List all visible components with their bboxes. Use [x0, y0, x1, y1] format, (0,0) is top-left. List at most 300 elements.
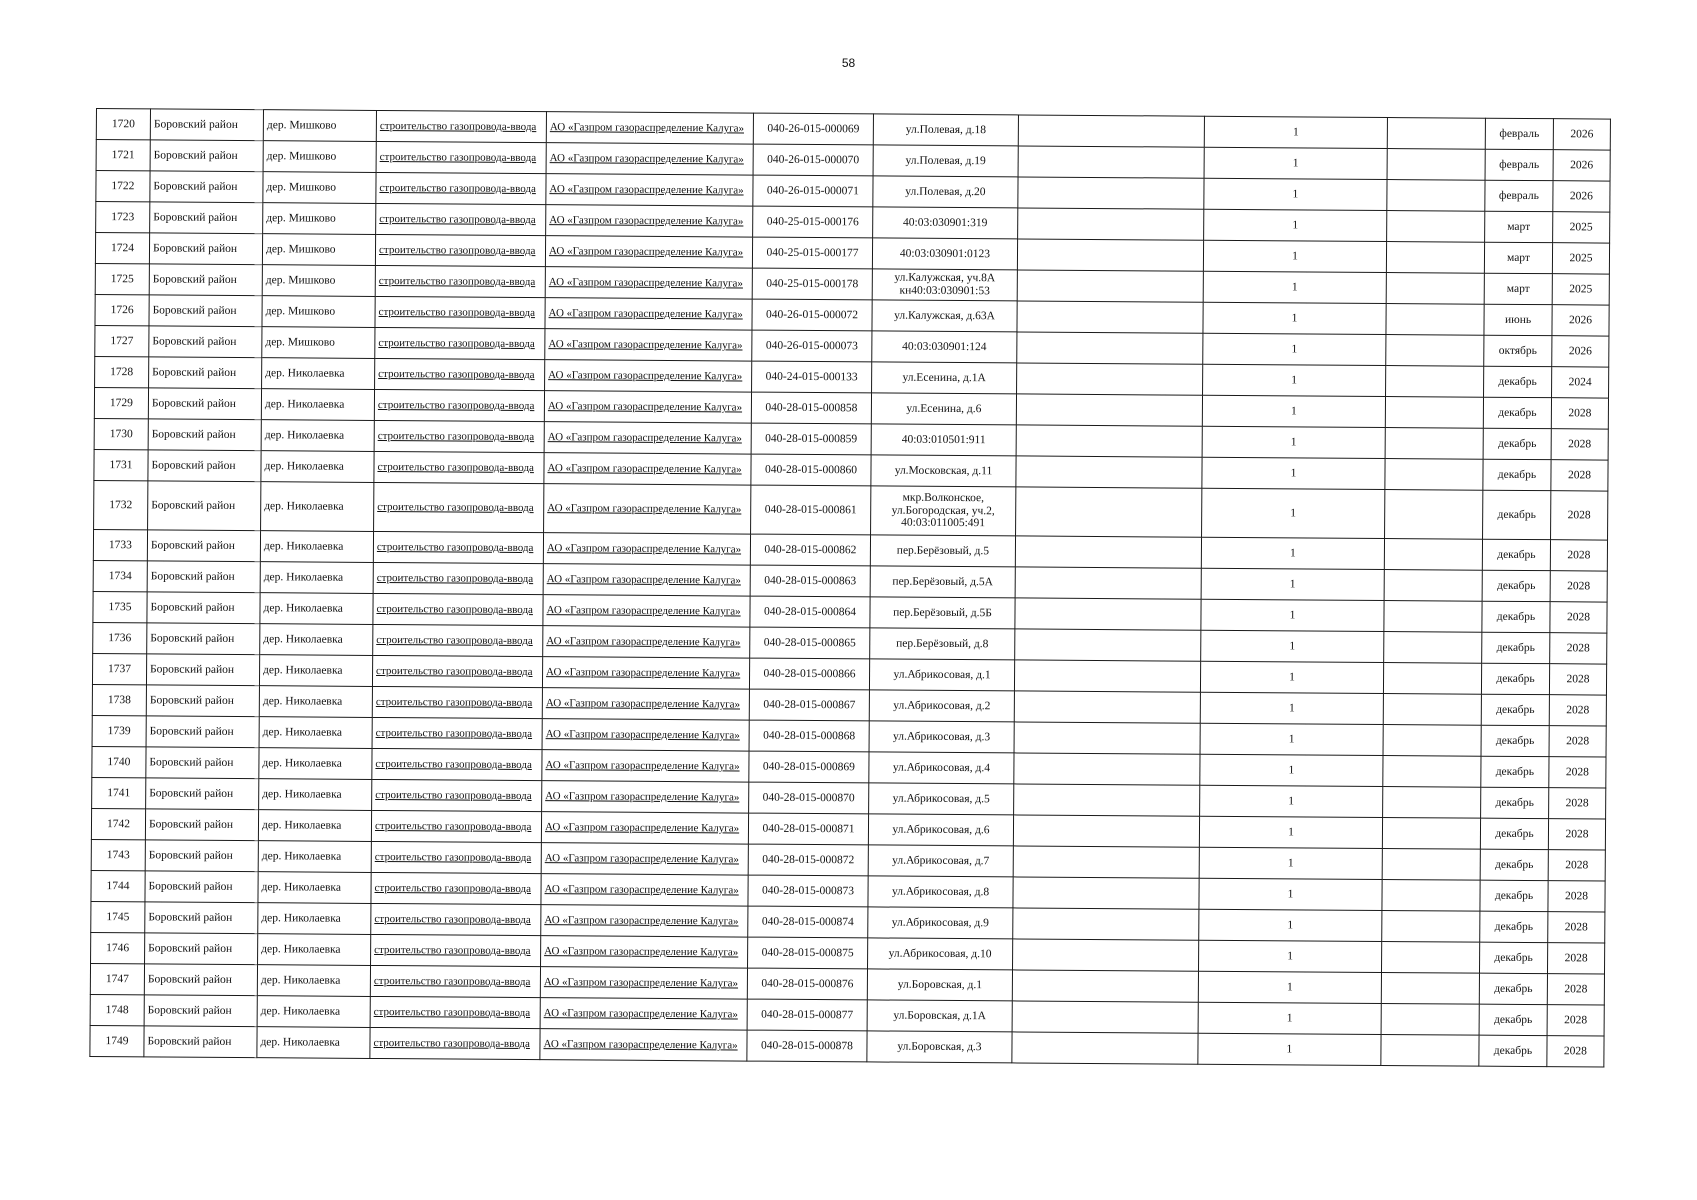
empty-cell — [1015, 567, 1201, 599]
row-number-cell: 1727 — [95, 325, 149, 356]
organization-cell: АО «Газпром газораспределение Калуга» — [546, 143, 753, 175]
quantity-cell: 1 — [1203, 364, 1386, 396]
work-type-cell: строительство газопровода-ввода — [371, 810, 541, 842]
empty-cell — [1012, 1032, 1198, 1064]
registry-code-cell: 040-28-015-000866 — [749, 658, 869, 690]
empty-cell — [1018, 177, 1204, 209]
village-cell: дер. Николаевка — [260, 562, 373, 594]
empty-cell — [1017, 301, 1203, 333]
empty-cell — [1018, 146, 1204, 178]
registry-code-cell: 040-28-015-000860 — [751, 454, 871, 486]
year-cell: 2028 — [1549, 695, 1606, 726]
quantity-cell: 1 — [1199, 878, 1382, 910]
organization-cell: АО «Газпром газораспределение Калуга» — [546, 174, 753, 206]
empty-cell — [1383, 787, 1481, 819]
district-cell: Боровский район — [150, 140, 263, 172]
empty-cell — [1014, 691, 1200, 723]
work-type-cell: строительство газопровода-ввода — [372, 655, 542, 687]
work-type-cell: строительство газопровода-ввода — [375, 358, 545, 390]
month-cell: декабрь — [1483, 428, 1551, 459]
district-cell: Боровский район — [145, 840, 258, 872]
organization-cell: АО «Газпром газораспределение Калуга» — [546, 205, 753, 237]
registry-code-cell: 040-28-015-000878 — [747, 1030, 867, 1062]
year-cell: 2026 — [1553, 181, 1610, 212]
month-cell: декабрь — [1482, 632, 1550, 663]
organization-cell: АО «Газпром газораспределение Калуга» — [545, 360, 752, 392]
empty-cell — [1013, 846, 1199, 878]
village-cell: дер. Николаевка — [257, 1027, 370, 1059]
work-type-cell: строительство газопровода-ввода — [370, 1027, 540, 1059]
district-cell: Боровский район — [145, 871, 258, 903]
address-cell: ул.Полевая, д.20 — [873, 176, 1018, 208]
row-number-cell: 1721 — [96, 140, 150, 171]
quantity-cell: 1 — [1203, 271, 1386, 303]
quantity-cell: 1 — [1198, 1002, 1381, 1034]
work-type-cell: строительство газопровода-ввода — [371, 841, 541, 873]
district-cell: Боровский район — [148, 450, 261, 482]
empty-cell — [1386, 304, 1484, 336]
registry-code-cell: 040-28-015-000871 — [748, 813, 868, 845]
row-number-cell: 1742 — [91, 808, 145, 839]
village-cell: дер. Николаевка — [258, 841, 371, 873]
work-type-cell: строительство газопровода-ввода — [373, 593, 543, 625]
work-type-cell: строительство газопровода-ввода — [373, 562, 543, 594]
empty-cell — [1017, 363, 1203, 395]
village-cell: дер. Николаевка — [259, 748, 372, 780]
district-cell: Боровский район — [150, 109, 263, 141]
work-type-cell: строительство газопровода-ввода — [372, 686, 542, 718]
organization-cell: АО «Газпром газораспределение Калуга» — [545, 298, 752, 330]
work-type-cell: строительство газопровода-ввода — [372, 717, 542, 749]
month-cell: декабрь — [1481, 663, 1549, 694]
year-cell: 2028 — [1547, 1005, 1604, 1036]
month-cell: декабрь — [1479, 973, 1547, 1004]
village-cell: дер. Мишково — [262, 327, 375, 359]
district-cell: Боровский район — [149, 233, 262, 265]
address-cell: мкр.Волконское, ул.Богородская, уч.2, 40:03:011005:491 — [871, 486, 1016, 536]
district-cell: Боровский район — [149, 295, 262, 327]
village-cell: дер. Николаевка — [260, 531, 373, 563]
empty-cell — [1387, 149, 1485, 181]
year-cell: 2028 — [1551, 398, 1608, 429]
address-cell: 40:03:030901:124 — [872, 331, 1017, 363]
village-cell: дер. Николаевка — [258, 934, 371, 966]
work-type-cell: строительство газопровода-ввода — [372, 779, 542, 811]
address-cell: ул.Боровская, д.1А — [867, 1000, 1012, 1032]
empty-cell — [1381, 972, 1479, 1004]
quantity-cell: 1 — [1200, 785, 1383, 817]
work-type-cell: строительство газопровода-ввода — [375, 234, 545, 266]
registry-code-cell: 040-28-015-000872 — [748, 844, 868, 876]
address-cell: ул.Абрикосовая, д.1 — [869, 659, 1014, 691]
quantity-cell: 1 — [1202, 488, 1385, 538]
row-number-cell: 1740 — [92, 746, 146, 777]
district-cell: Боровский район — [148, 419, 261, 451]
work-type-cell: строительство газопровода-ввода — [371, 934, 541, 966]
month-cell: декабрь — [1479, 942, 1547, 973]
empty-cell — [1016, 394, 1202, 426]
empty-cell — [1387, 211, 1485, 243]
organization-cell: АО «Газпром газораспределение Калуга» — [540, 967, 747, 999]
month-cell: март — [1485, 211, 1553, 242]
row-number-cell: 1733 — [93, 529, 147, 560]
row-number-cell: 1744 — [91, 870, 145, 901]
month-cell: декабрь — [1482, 601, 1550, 632]
year-cell: 2025 — [1553, 212, 1610, 243]
empty-cell — [1385, 490, 1483, 540]
month-cell: февраль — [1485, 180, 1553, 211]
empty-cell — [1383, 663, 1481, 695]
quantity-cell: 1 — [1199, 909, 1382, 941]
district-cell: Боровский район — [150, 171, 263, 203]
year-cell: 2028 — [1551, 429, 1608, 460]
empty-cell — [1013, 939, 1199, 971]
empty-cell — [1383, 756, 1481, 788]
work-type-cell: строительство газопровода-ввода — [371, 872, 541, 904]
district-cell: Боровский район — [146, 685, 259, 717]
empty-cell — [1384, 539, 1482, 571]
address-cell: ул.Московская, д.11 — [871, 455, 1016, 487]
work-type-cell: строительство газопровода-ввода — [374, 389, 544, 421]
empty-cell — [1384, 601, 1482, 633]
quantity-cell: 1 — [1199, 816, 1382, 848]
empty-cell — [1382, 817, 1480, 849]
address-cell: ул.Абрикосовая, д.2 — [869, 690, 1014, 722]
quantity-cell: 1 — [1199, 940, 1382, 972]
empty-cell — [1015, 629, 1201, 661]
address-cell: ул.Есенина, д.6 — [871, 393, 1016, 425]
year-cell: 2028 — [1547, 943, 1604, 974]
organization-cell: АО «Газпром газораспределение Калуга» — [542, 657, 749, 689]
empty-cell — [1381, 1034, 1479, 1066]
row-number-cell: 1748 — [90, 994, 144, 1025]
quantity-cell: 1 — [1202, 395, 1385, 427]
empty-cell — [1384, 632, 1482, 664]
address-cell: ул.Боровская, д.1 — [867, 969, 1012, 1001]
empty-cell — [1382, 848, 1480, 880]
registry-code-cell: 040-26-015-000073 — [752, 330, 872, 362]
quantity-cell: 1 — [1200, 754, 1383, 786]
year-cell: 2025 — [1552, 243, 1609, 274]
year-cell: 2028 — [1548, 912, 1605, 943]
year-cell: 2026 — [1553, 150, 1610, 181]
empty-cell — [1385, 397, 1483, 429]
registry-body — [90, 109, 1611, 1068]
address-cell: пер.Берёзовый, д.5А — [870, 566, 1015, 598]
village-cell: дер. Николаевка — [261, 482, 374, 532]
empty-cell — [1013, 908, 1199, 940]
work-type-cell: строительство газопровода-ввода — [376, 203, 546, 235]
quantity-cell: 1 — [1202, 457, 1385, 489]
month-cell: июнь — [1484, 304, 1552, 335]
organization-cell: АО «Газпром газораспределение Калуга» — [541, 936, 748, 968]
month-cell: декабрь — [1483, 397, 1551, 428]
month-cell: декабрь — [1480, 880, 1548, 911]
district-cell: Боровский район — [149, 264, 262, 296]
month-cell: декабрь — [1481, 725, 1549, 756]
empty-cell — [1387, 118, 1485, 150]
village-cell: дер. Николаевка — [262, 358, 375, 390]
address-cell: ул.Абрикосовая, д.5 — [869, 783, 1014, 815]
registry-code-cell: 040-28-015-000877 — [747, 999, 867, 1031]
registry-code-cell: 040-25-015-000176 — [753, 206, 873, 238]
year-cell: 2028 — [1550, 571, 1607, 602]
village-cell: дер. Николаевка — [261, 451, 374, 483]
year-cell: 2028 — [1548, 850, 1605, 881]
empty-cell — [1385, 459, 1483, 491]
organization-cell: АО «Газпром газораспределение Калуга» — [541, 874, 748, 906]
district-cell: Боровский район — [145, 902, 258, 934]
year-cell: 2028 — [1549, 757, 1606, 788]
empty-cell — [1016, 456, 1202, 488]
district-cell: Боровский район — [149, 326, 262, 358]
quantity-cell: 1 — [1204, 178, 1387, 210]
quantity-cell: 1 — [1201, 599, 1384, 631]
empty-cell — [1013, 877, 1199, 909]
row-number-cell: 1724 — [95, 233, 149, 264]
row-number-cell: 1722 — [96, 171, 150, 202]
month-cell: март — [1484, 273, 1552, 304]
year-cell: 2028 — [1551, 460, 1608, 491]
registry-code-cell: 040-28-015-000865 — [750, 627, 870, 659]
year-cell: 2026 — [1552, 305, 1609, 336]
month-cell: декабрь — [1482, 539, 1550, 570]
year-cell: 2026 — [1552, 336, 1609, 367]
village-cell: дер. Мишково — [263, 203, 376, 235]
address-cell: ул.Есенина, д.1А — [872, 362, 1017, 394]
quantity-cell: 1 — [1204, 147, 1387, 179]
year-cell: 2028 — [1550, 633, 1607, 664]
registry-code-cell: 040-25-015-000178 — [752, 268, 872, 300]
organization-cell: АО «Газпром газораспределение Калуга» — [542, 719, 749, 751]
address-cell: ул.Абрикосовая, д.10 — [868, 938, 1013, 970]
month-cell: декабрь — [1483, 490, 1551, 539]
registry-code-cell: 040-28-015-000862 — [750, 534, 870, 566]
year-cell: 2024 — [1552, 367, 1609, 398]
village-cell: дер. Мишково — [263, 141, 376, 173]
row-number-cell: 1725 — [95, 263, 149, 294]
row-number-cell: 1735 — [93, 591, 147, 622]
year-cell: 2028 — [1550, 602, 1607, 633]
address-cell: ул.Абрикосовая, д.4 — [869, 752, 1014, 784]
village-cell: дер. Николаевка — [260, 593, 373, 625]
row-number-cell: 1743 — [91, 839, 145, 870]
empty-cell — [1014, 753, 1200, 785]
district-cell: Боровский район — [144, 964, 257, 996]
work-type-cell: строительство газопровода-ввода — [375, 296, 545, 328]
month-cell: декабрь — [1483, 459, 1551, 490]
month-cell: декабрь — [1479, 1004, 1547, 1035]
empty-cell — [1381, 941, 1479, 973]
row-number-cell: 1737 — [92, 653, 146, 684]
registry-code-cell: 040-26-015-000069 — [753, 113, 873, 145]
address-cell: пер.Берёзовый, д.5Б — [870, 597, 1015, 629]
year-cell: 2028 — [1549, 788, 1606, 819]
organization-cell: АО «Газпром газораспределение Калуга» — [543, 626, 750, 658]
quantity-cell: 1 — [1200, 661, 1383, 693]
address-cell: 40:03:010501:911 — [871, 424, 1016, 456]
quantity-cell: 1 — [1203, 302, 1386, 334]
year-cell: 2028 — [1548, 881, 1605, 912]
district-cell: Боровский район — [147, 561, 260, 593]
row-number-cell: 1723 — [96, 202, 150, 233]
empty-cell — [1384, 570, 1482, 602]
year-cell: 2026 — [1553, 119, 1610, 150]
quantity-cell: 1 — [1203, 333, 1386, 365]
year-cell: 2028 — [1547, 1036, 1604, 1067]
row-number-cell: 1736 — [93, 622, 147, 653]
registry-code-cell: 040-26-015-000070 — [753, 144, 873, 176]
address-cell: ул.Абрикосовая, д.6 — [868, 814, 1013, 846]
row-number-cell: 1731 — [94, 449, 148, 480]
village-cell: дер. Николаевка — [258, 872, 371, 904]
empty-cell — [1383, 694, 1481, 726]
organization-cell: АО «Газпром газораспределение Калуга» — [541, 843, 748, 875]
address-cell: 40:03:030901:319 — [873, 207, 1018, 239]
row-number-cell: 1730 — [94, 418, 148, 449]
village-cell: дер. Николаевка — [259, 717, 372, 749]
district-cell: Боровский район — [146, 654, 259, 686]
registry-code-cell: 040-25-015-000177 — [752, 237, 872, 269]
work-type-cell: строительство газопровода-ввода — [374, 420, 544, 452]
organization-cell: АО «Газпром газораспределение Калуга» — [545, 329, 752, 361]
village-cell: дер. Николаевка — [258, 810, 371, 842]
organization-cell: АО «Газпром газораспределение Калуга» — [544, 453, 751, 485]
address-cell: ул.Полевая, д.18 — [873, 114, 1018, 146]
village-cell: дер. Мишково — [262, 265, 375, 297]
empty-cell — [1018, 208, 1204, 240]
district-cell: Боровский район — [149, 357, 262, 389]
empty-cell — [1013, 815, 1199, 847]
organization-cell: АО «Газпром газораспределение Калуга» — [544, 422, 751, 454]
village-cell: дер. Николаевка — [259, 686, 372, 718]
empty-cell — [1386, 242, 1484, 274]
row-number-cell: 1734 — [93, 560, 147, 591]
month-cell: декабрь — [1480, 849, 1548, 880]
address-cell: ул.Абрикосовая, д.7 — [868, 845, 1013, 877]
organization-cell: АО «Газпром газораспределение Калуга» — [544, 484, 751, 534]
quantity-cell: 1 — [1200, 692, 1383, 724]
district-cell: Боровский район — [144, 1026, 257, 1058]
organization-cell: АО «Газпром газораспределение Калуга» — [543, 595, 750, 627]
quantity-cell: 1 — [1199, 847, 1382, 879]
work-type-cell: строительство газопровода-ввода — [373, 624, 543, 656]
empty-cell — [1018, 115, 1204, 147]
district-cell: Боровский район — [150, 202, 263, 234]
organization-cell: АО «Газпром газораспределение Калуга» — [542, 750, 749, 782]
month-cell: март — [1484, 242, 1552, 273]
village-cell: дер. Николаевка — [261, 420, 374, 452]
month-cell: декабрь — [1481, 787, 1549, 818]
quantity-cell: 1 — [1201, 630, 1384, 662]
empty-cell — [1016, 487, 1202, 537]
address-cell: ул.Абрикосовая, д.8 — [868, 876, 1013, 908]
registry-code-cell: 040-28-015-000873 — [748, 875, 868, 907]
village-cell: дер. Николаевка — [260, 624, 373, 656]
registry-code-cell: 040-28-015-000870 — [749, 782, 869, 814]
work-type-cell: строительство газопровода-ввода — [376, 110, 546, 142]
row-number-cell: 1749 — [90, 1025, 144, 1056]
district-cell: Боровский район — [145, 809, 258, 841]
village-cell: дер. Николаевка — [261, 389, 374, 421]
empty-cell — [1386, 335, 1484, 367]
village-cell: дер. Николаевка — [259, 655, 372, 687]
district-cell: Боровский район — [147, 623, 260, 655]
registry-code-cell: 040-28-015-000863 — [750, 565, 870, 597]
work-type-cell: строительство газопровода-ввода — [374, 482, 544, 532]
row-number-cell: 1741 — [92, 777, 146, 808]
year-cell: 2028 — [1549, 664, 1606, 695]
registry-code-cell: 040-28-015-000875 — [748, 937, 868, 969]
organization-cell: АО «Газпром газораспределение Калуга» — [543, 533, 750, 565]
row-number-cell: 1728 — [95, 356, 149, 387]
year-cell: 2028 — [1548, 819, 1605, 850]
row-number-cell: 1720 — [96, 109, 150, 140]
registry-code-cell: 040-26-015-000071 — [753, 175, 873, 207]
quantity-cell: 1 — [1201, 537, 1384, 569]
work-type-cell: строительство газопровода-ввода — [371, 903, 541, 935]
village-cell: дер. Мишково — [262, 234, 375, 266]
district-cell: Боровский район — [144, 995, 257, 1027]
work-type-cell: строительство газопровода-ввода — [370, 996, 540, 1028]
district-cell: Боровский район — [147, 530, 260, 562]
organization-cell: АО «Газпром газораспределение Калуга» — [541, 905, 748, 937]
gas-connection-registry-table — [89, 108, 1611, 1068]
village-cell: дер. Мишково — [263, 172, 376, 204]
village-cell: дер. Николаевка — [257, 996, 370, 1028]
empty-cell — [1017, 239, 1203, 271]
empty-cell — [1016, 425, 1202, 457]
address-cell: ул.Абрикосовая, д.9 — [868, 907, 1013, 939]
district-cell: Боровский район — [146, 747, 259, 779]
month-cell: декабрь — [1481, 756, 1549, 787]
registry-code-cell: 040-28-015-000867 — [749, 689, 869, 721]
village-cell: дер. Мишково — [262, 296, 375, 328]
district-cell: Боровский район — [145, 933, 258, 965]
month-cell: декабрь — [1479, 1035, 1547, 1066]
quantity-cell: 1 — [1202, 426, 1385, 458]
empty-cell — [1017, 332, 1203, 364]
empty-cell — [1386, 366, 1484, 398]
work-type-cell: строительство газопровода-ввода — [374, 451, 544, 483]
row-number-cell: 1747 — [90, 963, 144, 994]
month-cell: декабрь — [1480, 911, 1548, 942]
district-cell: Боровский район — [147, 592, 260, 624]
work-type-cell: строительство газопровода-ввода — [372, 748, 542, 780]
registry-code-cell: 040-28-015-000859 — [751, 423, 871, 455]
empty-cell — [1015, 536, 1201, 568]
village-cell: дер. Мишково — [263, 110, 376, 142]
registry-code-cell: 040-28-015-000869 — [749, 751, 869, 783]
registry-code-cell: 040-28-015-000874 — [748, 906, 868, 938]
row-number-cell: 1738 — [92, 684, 146, 715]
work-type-cell: строительство газопровода-ввода — [373, 531, 543, 563]
organization-cell: АО «Газпром газораспределение Калуга» — [545, 267, 752, 299]
district-cell: Боровский район — [148, 481, 261, 531]
organization-cell: АО «Газпром газораспределение Калуга» — [540, 1029, 747, 1061]
empty-cell — [1014, 660, 1200, 692]
month-cell: декабрь — [1484, 366, 1552, 397]
address-cell: ул.Калужская, уч.8А кн40:03:030901:53 — [872, 269, 1017, 301]
organization-cell: АО «Газпром газораспределение Калуга» — [541, 812, 748, 844]
empty-cell — [1382, 910, 1480, 942]
address-cell: пер.Берёзовый, д.5 — [870, 535, 1015, 567]
registry-code-cell: 040-28-015-000868 — [749, 720, 869, 752]
registry-code-cell: 040-28-015-000858 — [751, 392, 871, 424]
month-cell: февраль — [1485, 118, 1553, 149]
address-cell: ул.Абрикосовая, д.3 — [869, 721, 1014, 753]
row-number-cell: 1739 — [92, 715, 146, 746]
